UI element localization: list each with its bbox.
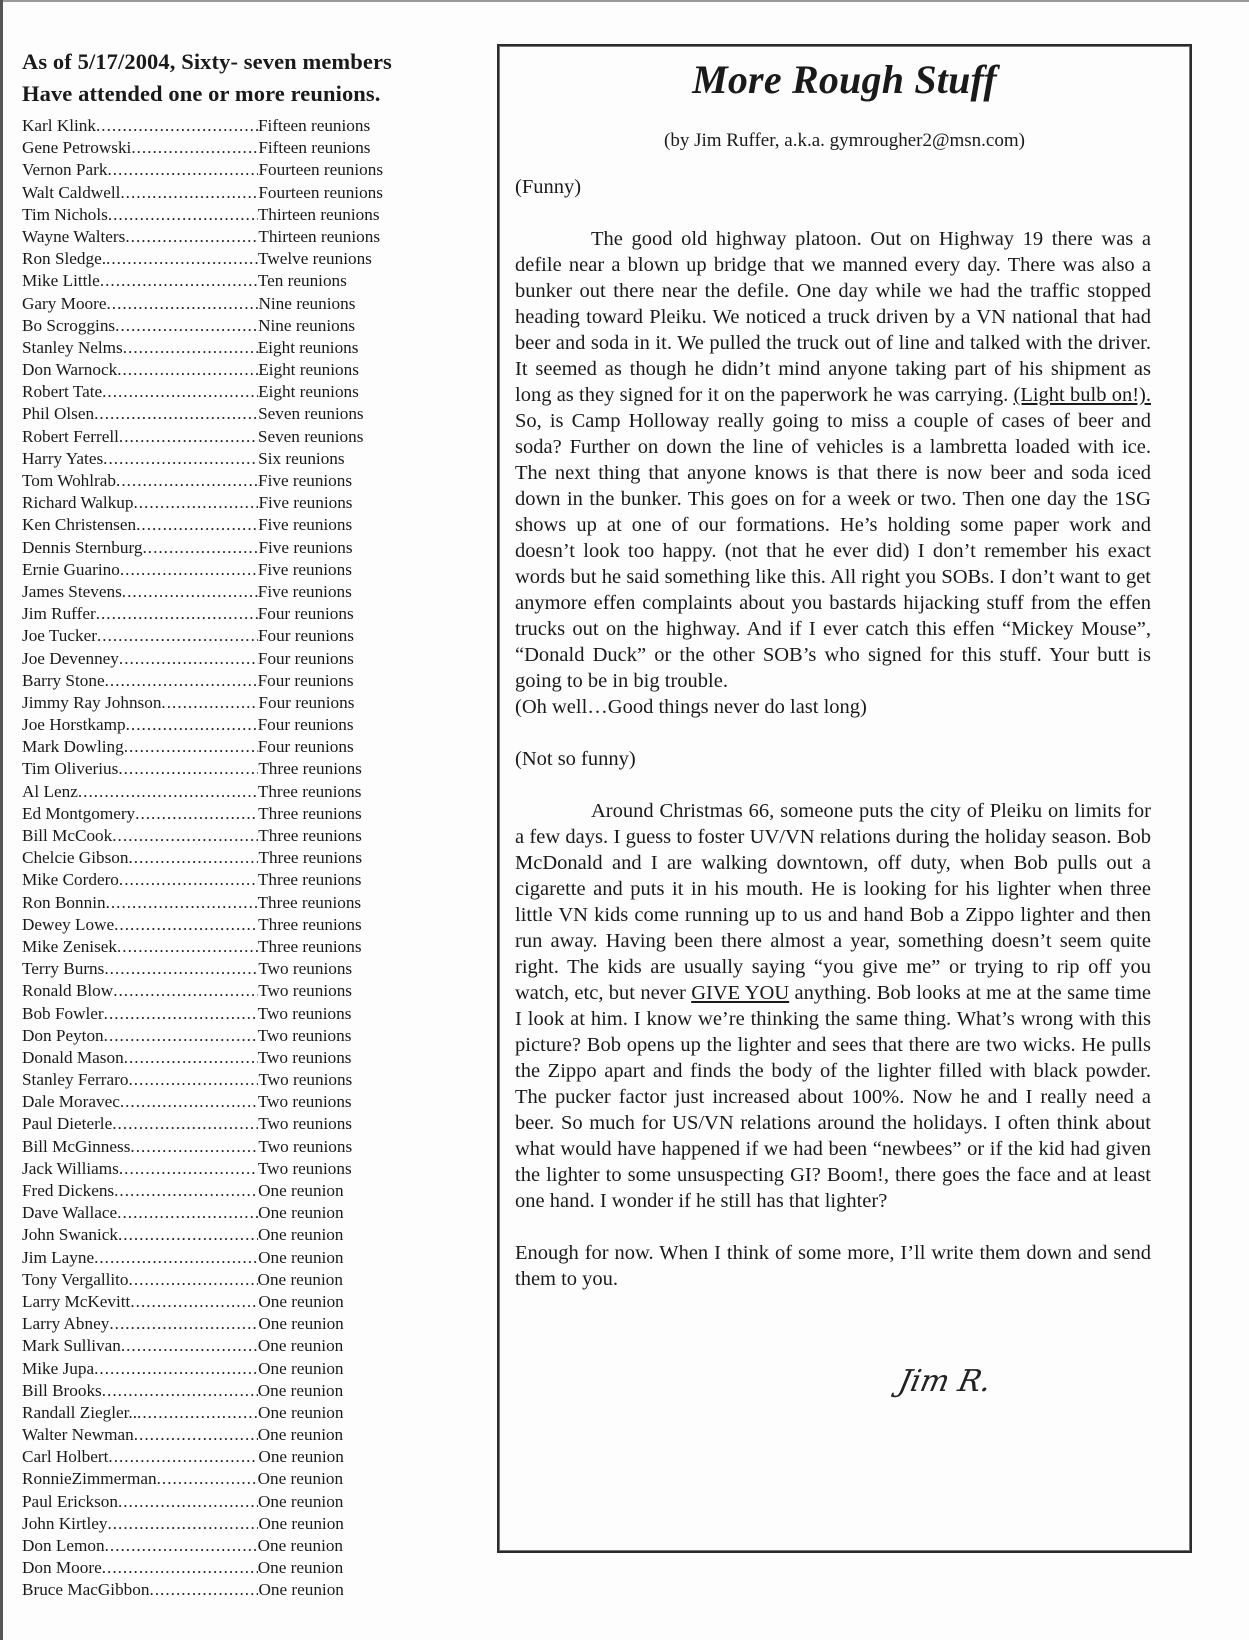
member-name: Bill McCook	[22, 826, 113, 845]
member-row	[22, 870, 462, 892]
member-reunion-count: One reunion	[257, 1491, 344, 1511]
member-reunion-count: Two reunions	[258, 1070, 353, 1090]
member-row	[22, 427, 462, 449]
member-row	[22, 1181, 462, 1203]
member-row	[22, 360, 462, 382]
member-name: Ron Bonnin	[22, 892, 106, 912]
member-reunion-count: One reunion	[257, 1336, 344, 1356]
member-reunion-count: Five reunions	[258, 471, 353, 490]
member-row	[22, 1314, 462, 1336]
dot-leader	[102, 382, 258, 402]
members-heading-line1: As of 5/17/2004, Sixty- seven members	[22, 49, 392, 74]
member-row	[22, 515, 462, 537]
member-name: Phil Olsen	[22, 404, 95, 424]
member-row	[22, 1159, 462, 1181]
member-name: Mike Zenisek	[22, 936, 117, 956]
dot-leader	[112, 1114, 258, 1134]
member-name: Dennis Sternburg	[22, 537, 143, 557]
member-name: Dave Wallace	[22, 1203, 118, 1223]
member-row	[22, 1070, 462, 1092]
dot-leader	[118, 1492, 258, 1512]
member-row	[22, 826, 462, 848]
member-name: Dewey Lowe	[22, 914, 115, 934]
dot-leader	[105, 1536, 258, 1556]
member-reunion-count: Fourteen reunions	[258, 160, 384, 180]
dot-leader	[97, 626, 258, 646]
dot-leader	[117, 360, 258, 380]
story-not-funny-text-a: Around Christmas 66, someone puts the city of Pleiku on limits for a few days. I guess to foster UV/VN relations during the holiday season. Bob McDonald and I are walking downtown, off duty, when Bob pulls out a cigarette and puts it in his mouth. He is looking for his lighter when three little VN kids come running up to us and hand Bob a Zippo lighter and then run away. Having been there almost a year, something doesn’t seem quite right. The kids are usually saying “you give me” or trying to rip off you watch, etc, but never	[515, 800, 1151, 1004]
member-row	[22, 338, 462, 360]
member-name: Mark Dowling	[22, 737, 124, 757]
member-row	[22, 1536, 462, 1558]
dot-leader	[119, 649, 258, 669]
dot-leader	[113, 981, 258, 1001]
member-reunion-count: Five reunions	[258, 515, 353, 535]
member-row	[22, 1114, 462, 1136]
member-row	[22, 937, 462, 959]
member-reunion-count: Two reunions	[258, 1136, 353, 1156]
article-body	[515, 174, 1151, 1292]
dot-leader	[112, 826, 258, 846]
story-funny-text-b: So, is Camp Holloway really going to miss a couple of cases of beer and soda? Further on down the line of vehicles is a lambretta loaded with ice. The next thing that anyone knows is that there is now beer and soda iced down in the bunker. This goes on for a week or two. Then one day the 1SG shows up at one of our formations. He’s holding some paper work and doesn’t look too happy. (not that he ever did) I don’t remember his exact words but he said something like this. All right you SOBs. I don’t want to get anymore effen complaints about you bastards hijacking stuff from the effen trucks out on the highway. And if I ever catch this effen “Mickey Mouse”, “Donald Duck” or the other SOB’s who signed for this stuff. Your butt is going to be in big trouble.	[515, 410, 1151, 692]
member-row	[22, 1403, 462, 1425]
story-funny-closing: (Oh well…Good things never do last long)	[515, 696, 867, 718]
member-name: RonnieZimmerman	[22, 1469, 157, 1489]
dot-leader	[118, 759, 258, 779]
dot-leader	[135, 804, 258, 824]
member-reunion-count: One reunion	[257, 1380, 344, 1400]
member-name: Stanley Ferraro	[22, 1070, 129, 1090]
member-name: Jim Layne	[22, 1247, 95, 1267]
member-row	[22, 848, 462, 870]
member-row	[22, 1336, 462, 1358]
member-row	[22, 1225, 462, 1247]
member-row	[22, 183, 462, 205]
member-reunion-count: Three reunions	[258, 848, 363, 868]
member-name: Don Moore	[22, 1558, 102, 1578]
member-row	[22, 1092, 462, 1114]
member-name: Bill Brooks	[22, 1380, 102, 1400]
member-name: Harry Yates	[22, 448, 104, 468]
member-name: Bob Fowler	[22, 1003, 104, 1023]
member-reunion-count: Three reunions	[258, 803, 362, 823]
member-name: Don Peyton	[22, 1025, 104, 1045]
dot-leader	[114, 1181, 258, 1201]
member-row	[22, 671, 462, 693]
member-reunion-count: Thirteen reunions	[258, 226, 381, 246]
member-reunion-count: Two reunions	[258, 1114, 352, 1134]
member-name: Richard Walkup	[22, 493, 134, 513]
member-reunion-count: Fourteen reunions	[258, 182, 383, 202]
member-name: Karl Klink	[22, 116, 96, 135]
member-reunion-count: Five reunions	[257, 559, 352, 579]
member-row	[22, 449, 462, 471]
member-row	[22, 604, 462, 626]
section-label-funny: (Funny)	[515, 176, 582, 198]
page-left-edge	[0, 0, 3, 1640]
member-name: Wayne Walters	[22, 226, 126, 246]
member-row	[22, 560, 462, 582]
member-list	[22, 116, 462, 1603]
member-name: James Stevens	[22, 581, 122, 601]
member-row	[22, 493, 462, 515]
member-row	[22, 1425, 462, 1447]
member-reunion-count: Three reunions	[257, 870, 362, 890]
member-row	[22, 1580, 462, 1602]
member-row	[22, 116, 462, 138]
article-closing: Enough for now. When I think of some more, I’ll write them down and send them to you.	[515, 1242, 1151, 1290]
dot-leader	[117, 1203, 258, 1223]
member-row	[22, 249, 462, 271]
member-row	[22, 1203, 462, 1225]
signature: Jim R.	[895, 1364, 995, 1399]
member-row	[22, 915, 462, 937]
dot-leader	[131, 138, 258, 158]
member-reunion-count: Seven reunions	[258, 404, 364, 424]
story-funny-paragraph	[515, 226, 1151, 694]
light-bulb-underlined: (Light bulb on!).	[1013, 384, 1151, 406]
member-row	[22, 404, 462, 426]
dot-leader	[114, 915, 258, 935]
member-row	[22, 1514, 462, 1536]
member-row	[22, 160, 462, 182]
story-funny-text-a: The good old highway platoon. Out on Highway 19 there was a defile near a blown up bridge that we manned every day. There was also a bunker out there near the defile. One day while we had the traffic stopped heading toward Pleiku. We noticed a truck driven by a VN national that had beer and soda in it. We pulled the truck out of line and talked with the driver. It seemed as though he didn’t mind anyone taking part of his shipment as long as they signed for it on the paperwork he was carrying.	[515, 228, 1151, 406]
member-reunion-count: Nine reunions	[258, 293, 356, 313]
member-row	[22, 1270, 462, 1292]
member-name: Terry Burns	[22, 959, 105, 979]
member-reunion-count: Two reunions	[257, 1092, 352, 1112]
dot-leader	[106, 893, 258, 913]
member-name: Walter Newman	[22, 1425, 134, 1445]
member-row	[22, 626, 462, 648]
member-reunion-count: Five reunions	[258, 493, 353, 513]
member-row	[22, 1137, 462, 1159]
member-reunion-count: Two reunions	[257, 1003, 352, 1023]
member-row	[22, 1558, 462, 1580]
dot-leader	[136, 515, 258, 535]
member-name: Gene Petrowski	[22, 138, 132, 158]
dot-leader	[124, 1048, 258, 1068]
members-attendance-section	[22, 46, 462, 1603]
member-name: Mark Sullivan	[22, 1336, 121, 1356]
member-reunion-count: One reunion	[258, 1247, 344, 1267]
member-reunion-count: One reunion	[258, 1181, 344, 1200]
member-name: Mike Jupa	[22, 1358, 95, 1378]
member-reunion-count: One reunion	[257, 1269, 343, 1289]
dot-leader	[129, 1270, 258, 1290]
member-name: Paul Dieterle	[22, 1114, 113, 1134]
member-reunion-count: One reunion	[258, 1314, 344, 1334]
article-byline: (by Jim Ruffer, a.k.a. gymrougher2@msn.com)	[664, 130, 1025, 151]
member-reunion-count: One reunion	[257, 1536, 344, 1555]
member-reunion-count: Four reunions	[257, 648, 354, 668]
dot-leader	[130, 1292, 258, 1312]
member-name: Jack Williams	[22, 1158, 119, 1178]
member-name: Larry McKevitt	[22, 1291, 131, 1311]
member-reunion-count: Three reunions	[257, 781, 362, 801]
dot-leader	[94, 1248, 258, 1268]
member-name: Paul Erickson	[22, 1491, 118, 1511]
member-name: Ernie Guarino	[22, 559, 120, 579]
member-name: Walt Caldwell	[22, 182, 121, 202]
member-row	[22, 981, 462, 1003]
dot-leader	[122, 582, 258, 602]
dot-leader	[161, 693, 258, 713]
member-row	[22, 1359, 462, 1381]
dot-leader	[104, 1004, 258, 1024]
member-name: Fred Dickens	[22, 1181, 115, 1200]
dot-leader	[126, 715, 258, 735]
member-reunion-count: Three reunions	[258, 936, 362, 956]
dot-leader	[124, 737, 258, 757]
member-name: Gary Moore	[22, 293, 107, 313]
member-name: John Swanick	[22, 1225, 118, 1245]
member-row	[22, 382, 462, 404]
member-reunion-count: Five reunions	[257, 581, 352, 601]
member-reunion-count: One reunion	[257, 1558, 344, 1578]
dot-leader	[108, 1447, 258, 1467]
member-name: Joe Devenney	[22, 648, 119, 668]
give-you-underlined: GIVE YOU	[691, 982, 790, 1004]
page-top-edge	[0, 0, 1249, 2]
member-name: Bruce MacGibbon	[22, 1580, 150, 1600]
dot-leader	[103, 449, 258, 469]
member-row	[22, 1469, 462, 1491]
member-name: Ronald Blow	[22, 981, 114, 1001]
member-reunion-count: Eight reunions	[258, 360, 359, 380]
dot-leader	[149, 1580, 258, 1600]
member-reunion-count: Four reunions	[257, 715, 354, 735]
dot-leader	[125, 227, 258, 247]
member-reunion-count: Two reunions	[258, 981, 352, 1001]
member-name: Joe Tucker	[22, 626, 97, 646]
dot-leader	[94, 1359, 258, 1379]
member-reunion-count: Three reunions	[258, 759, 362, 779]
member-name: Randall Ziegler..	[22, 1402, 138, 1422]
member-name: Carl Holbert	[22, 1447, 109, 1467]
member-reunion-count: One reunion	[258, 1447, 344, 1467]
dot-leader	[120, 183, 258, 203]
member-row	[22, 737, 462, 759]
member-name: Barry Stone	[22, 670, 105, 690]
member-reunion-count: Thirteen reunions	[257, 204, 380, 224]
member-name: Bo Scroggins	[22, 315, 116, 335]
dot-leader	[94, 404, 258, 424]
member-name: Joe Horstkamp	[22, 715, 126, 735]
member-reunion-count: Two reunions	[257, 1025, 352, 1045]
member-reunion-count: Fifteen reunions	[258, 116, 371, 135]
dot-leader	[105, 671, 258, 691]
member-name: Chelcie Gibson	[22, 848, 129, 868]
member-reunion-count: Four reunions	[257, 604, 354, 624]
dot-leader	[102, 1381, 258, 1401]
member-row	[22, 959, 462, 981]
member-reunion-count: Three reunions	[258, 826, 362, 845]
member-name: Donald Mason	[22, 1047, 124, 1067]
dot-leader	[100, 271, 258, 291]
member-name: Bill McGinness	[22, 1136, 131, 1156]
member-name: John Kirtley	[22, 1513, 108, 1533]
dot-leader	[121, 1336, 258, 1356]
member-reunion-count: Two reunions	[257, 1047, 352, 1067]
story-not-funny-text-b: anything. Bob looks at me at the same time I look at him. I know we’re thinking the same thing. What’s wrong with this picture? Bob opens up the lighter and sees that there are two wicks. He pulls the Zippo apart and finds the body of the lighter filled with black powder. The pucker factor just increased about 100%. Now he and I really need a beer. So much for US/VN relations around the holidays. I often think about what would have happened if we had been “newbees” or if the kid had given the lighter to some unsuspecting GI? Boom!, there goes the face and at least one hand. I wonder if he still has that lighter?	[515, 982, 1151, 1212]
member-row	[22, 316, 462, 338]
member-row	[22, 227, 462, 249]
member-row	[22, 715, 462, 737]
member-reunion-count: Twelve reunions	[258, 249, 372, 269]
member-row	[22, 1248, 462, 1270]
member-name: Larry Abney	[22, 1314, 110, 1334]
member-reunion-count: Three reunions	[257, 892, 362, 912]
member-row	[22, 271, 462, 293]
member-row	[22, 1048, 462, 1070]
dot-leader	[104, 959, 258, 979]
member-name: Tim Oliverius	[22, 759, 119, 779]
dot-leader	[128, 1070, 258, 1090]
dot-leader	[108, 205, 258, 225]
member-row	[22, 759, 462, 781]
dot-leader	[137, 1403, 258, 1423]
member-reunion-count: Eight reunions	[258, 382, 359, 402]
member-row	[22, 1004, 462, 1026]
member-reunion-count: One reunion	[258, 1203, 344, 1223]
member-reunion-count: Seven reunions	[257, 426, 364, 446]
member-name: Vernon Park	[22, 160, 108, 180]
member-row	[22, 1492, 462, 1514]
dot-leader	[120, 1092, 258, 1112]
dot-leader	[119, 870, 258, 890]
member-reunion-count: Four reunions	[257, 670, 354, 690]
member-name: Don Warnock	[22, 360, 118, 380]
dot-leader	[142, 538, 258, 558]
member-name: Ken Christensen	[22, 515, 137, 535]
member-row	[22, 1381, 462, 1403]
member-reunion-count: Four reunions	[258, 692, 355, 712]
dot-leader	[116, 471, 258, 491]
member-row	[22, 1292, 462, 1314]
member-name: Tony Vergallito	[22, 1269, 129, 1289]
member-name: Mike Little	[22, 271, 100, 291]
member-row	[22, 804, 462, 826]
member-reunion-count: Five reunions	[258, 537, 353, 557]
member-name: Jimmy Ray Johnson	[22, 692, 162, 712]
member-name: Ed Montgomery	[22, 803, 136, 823]
member-row	[22, 893, 462, 915]
member-name: Stanley Nelms	[22, 337, 123, 357]
dot-leader	[128, 848, 258, 868]
dot-leader	[157, 1469, 258, 1489]
dot-leader	[115, 316, 258, 336]
dot-leader	[96, 116, 258, 136]
member-row	[22, 582, 462, 604]
member-reunion-count: One reunion	[258, 1291, 344, 1311]
member-name: Don Lemon	[22, 1536, 105, 1555]
dot-leader	[117, 937, 258, 957]
member-row	[22, 782, 462, 804]
member-reunion-count: Four reunions	[257, 737, 354, 757]
dot-leader	[107, 1514, 258, 1534]
member-row	[22, 693, 462, 715]
member-reunion-count: One reunion	[258, 1402, 344, 1422]
member-reunion-count: Three reunions	[258, 914, 362, 934]
member-name: Jim Ruffer	[22, 604, 96, 624]
member-reunion-count: Six reunions	[258, 448, 345, 468]
member-reunion-count: Four reunions	[257, 626, 354, 646]
dot-leader	[106, 249, 258, 269]
section-label-not-so-funny: (Not so funny)	[515, 748, 636, 770]
member-row	[22, 205, 462, 227]
dot-leader	[123, 338, 258, 358]
dot-leader	[118, 1225, 258, 1245]
member-reunion-count: Fifteen reunions	[258, 138, 371, 158]
dot-leader	[107, 160, 258, 180]
member-reunion-count: One reunion	[258, 1358, 344, 1378]
dot-leader	[78, 782, 258, 802]
dot-leader	[130, 1137, 258, 1157]
member-name: Robert Tate	[22, 382, 103, 402]
member-reunion-count: Eight reunions	[257, 337, 359, 357]
member-name: Dale Moravec	[22, 1092, 120, 1112]
member-row	[22, 294, 462, 316]
member-reunion-count: Ten reunions	[257, 271, 347, 291]
member-row	[22, 1026, 462, 1048]
member-name: Tim Nichols	[22, 204, 108, 224]
dot-leader	[134, 1425, 258, 1445]
members-heading	[22, 46, 462, 110]
story-not-funny-paragraph	[515, 798, 1151, 1214]
dot-leader	[120, 560, 258, 580]
dot-leader	[119, 427, 258, 447]
dot-leader	[133, 493, 258, 513]
dot-leader	[104, 1026, 258, 1046]
member-reunion-count: One reunion	[257, 1469, 344, 1489]
member-row	[22, 471, 462, 493]
member-name: Mike Cordero	[22, 870, 119, 890]
dot-leader	[106, 294, 258, 314]
member-row	[22, 538, 462, 560]
member-name: Tom Wohlrab	[22, 471, 117, 490]
member-name: Ron Sledge.	[22, 249, 107, 269]
article-box	[497, 44, 1192, 1553]
dot-leader	[96, 604, 258, 624]
member-reunion-count: One reunion	[257, 1225, 344, 1245]
member-reunion-count: One reunion	[258, 1580, 344, 1600]
member-name: Robert Ferrell	[22, 426, 119, 446]
dot-leader	[109, 1314, 258, 1334]
members-heading-line2: Have attended one or more reunions.	[22, 81, 381, 106]
member-reunion-count: Nine reunions	[258, 315, 356, 335]
member-row	[22, 138, 462, 160]
member-reunion-count: Two reunions	[257, 1158, 352, 1178]
member-reunion-count: One reunion	[257, 1425, 344, 1445]
dot-leader	[119, 1159, 258, 1179]
member-reunion-count: Two reunions	[258, 959, 353, 979]
member-row	[22, 649, 462, 671]
member-name: Al Lenz	[22, 781, 78, 801]
member-row	[22, 1447, 462, 1469]
article-title: More Rough Stuff	[692, 57, 997, 102]
member-reunion-count: One reunion	[258, 1513, 344, 1533]
dot-leader	[102, 1558, 258, 1578]
